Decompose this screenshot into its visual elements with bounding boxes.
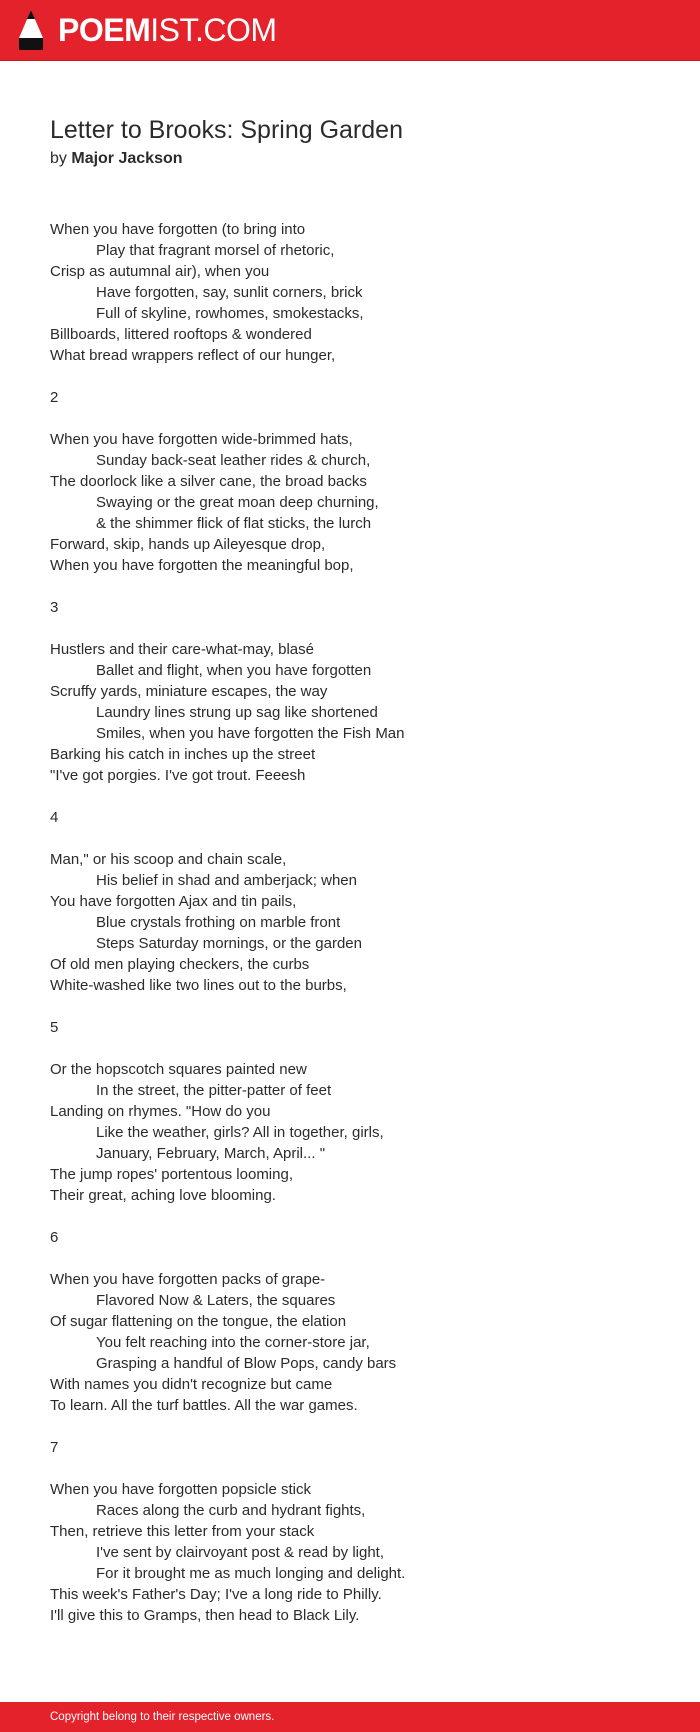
poem-line: I've sent by clairvoyant post & read by light, [96,1544,385,1561]
stanza-break [50,996,670,1017]
site-footer [0,1702,700,1732]
stanza-break [50,366,670,387]
byline [50,148,650,170]
poem-line: When you have forgotten the meaningful bop, [50,557,354,574]
poem-line: In the street, the pitter-patter of feet [96,1082,332,1099]
poem-line: Ballet and flight, when you have forgotten [96,662,372,679]
poem-line: Man," or his scoop and chain scale, [50,851,287,868]
poem-line: The jump ropes' portentous looming, [50,1166,293,1183]
poem-body [50,219,670,1626]
poem-line: Barking his catch in inches up the street [50,746,316,763]
poem-line: Full of skyline, rowhomes, smokestacks, [96,305,364,322]
poem-title: Letter to Brooks: Spring Garden [50,116,403,144]
poem-line: His belief in shad and amberjack; when [96,872,357,889]
poem-line: "I've got porgies. I've got trout. Feeesh [50,767,306,784]
poem-line: When you have forgotten packs of grape- [50,1271,326,1288]
poem-line: Swaying or the great moan deep churning, [96,494,379,511]
stanza-number: 4 [50,809,59,826]
poem-line: Races along the curb and hydrant fights, [96,1502,366,1519]
poem-line: Like the weather, girls? All in together, girls, [96,1124,384,1141]
brand-rest: IST.COM [150,12,277,48]
site-brand [58,9,277,51]
poem-line: White-washed like two lines out to the burbs, [50,977,347,994]
stanza-number: 2 [50,389,59,406]
poem-line: Then, retrieve this letter from your stack [50,1523,315,1540]
poem-line: Smiles, when you have forgotten the Fish Man [96,725,405,742]
poem-line: Have forgotten, say, sunlit corners, brick [96,284,363,301]
poem-line: When you have forgotten wide-brimmed hats, [50,431,353,448]
stanza-break [50,408,670,429]
poem-line: Billboards, littered rooftops & wondered [50,326,312,343]
stanza-number: 5 [50,1019,59,1036]
poem-line: & the shimmer flick of flat sticks, the lurch [96,515,372,532]
poem-line: Their great, aching love blooming. [50,1187,276,1204]
pencil-tip-icon [18,9,44,51]
stanza-break [50,786,670,807]
poem-line: Blue crystals frothing on marble front [96,914,341,931]
poem-line: Grasping a handful of Blow Pops, candy bars [96,1355,397,1372]
poem-line: What bread wrappers reflect of our hunger, [50,347,336,364]
poem-line: You have forgotten Ajax and tin pails, [50,893,297,910]
stanza-number: 6 [50,1229,59,1246]
poem-line: Play that fragrant morsel of rhetoric, [96,242,335,259]
poem-line: Or the hopscotch squares painted new [50,1061,307,1078]
poem-line: Of sugar flattening on the tongue, the elation [50,1313,347,1330]
site-logo-link[interactable] [18,9,277,51]
brand-bold: POEM [58,12,151,48]
poem-line: Steps Saturday mornings, or the garden [96,935,362,952]
stanza-number: 7 [50,1439,59,1456]
stanza-break [50,1458,670,1479]
poem-line: Landing on rhymes. "How do you [50,1103,271,1120]
stanza-break [50,1038,670,1059]
poem-line: January, February, March, April... " [96,1145,326,1162]
poem-line: The doorlock like a silver cane, the broad backs [50,473,367,490]
poem-line: With names you didn't recognize but came [50,1376,333,1393]
stanza-break [50,1248,670,1269]
author-link[interactable]: Major Jackson [71,150,183,167]
poem-line: Hustlers and their care-what-may, blasé [50,641,314,658]
poem-line: You felt reaching into the corner-store jar, [96,1334,370,1351]
stanza-number: 3 [50,599,59,616]
poem-line: This week's Father's Day; I've a long ride to Philly. [50,1586,382,1603]
poem-header [50,114,650,170]
poem-line: For it brought me as much longing and delight. [96,1565,406,1582]
stanza-break [50,576,670,597]
poem-line: When you have forgotten popsicle stick [50,1481,311,1498]
poem-line: To learn. All the turf battles. All the war games. [50,1397,358,1414]
site-header [0,0,700,61]
stanza-break [50,618,670,639]
poem-line: When you have forgotten (to bring into [50,221,306,238]
poem-line: Flavored Now & Laters, the squares [96,1292,336,1309]
poem-line: Sunday back-seat leather rides & church, [96,452,371,469]
by-prefix: by [50,150,67,167]
poem-line: Laundry lines strung up sag like shortened [96,704,378,721]
stanza-break [50,1206,670,1227]
copyright-text: Copyright belong to their respective owners. [50,1711,275,1723]
poem-line: Forward, skip, hands up Aileyesque drop, [50,536,326,553]
stanza-break [50,828,670,849]
poem-line: Crisp as autumnal air), when you [50,263,270,280]
poem-line: I'll give this to Gramps, then head to Black Lily. [50,1607,360,1624]
poem-line: Of old men playing checkers, the curbs [50,956,310,973]
stanza-break [50,1416,670,1437]
poem-line: Scruffy yards, miniature escapes, the way [50,683,328,700]
